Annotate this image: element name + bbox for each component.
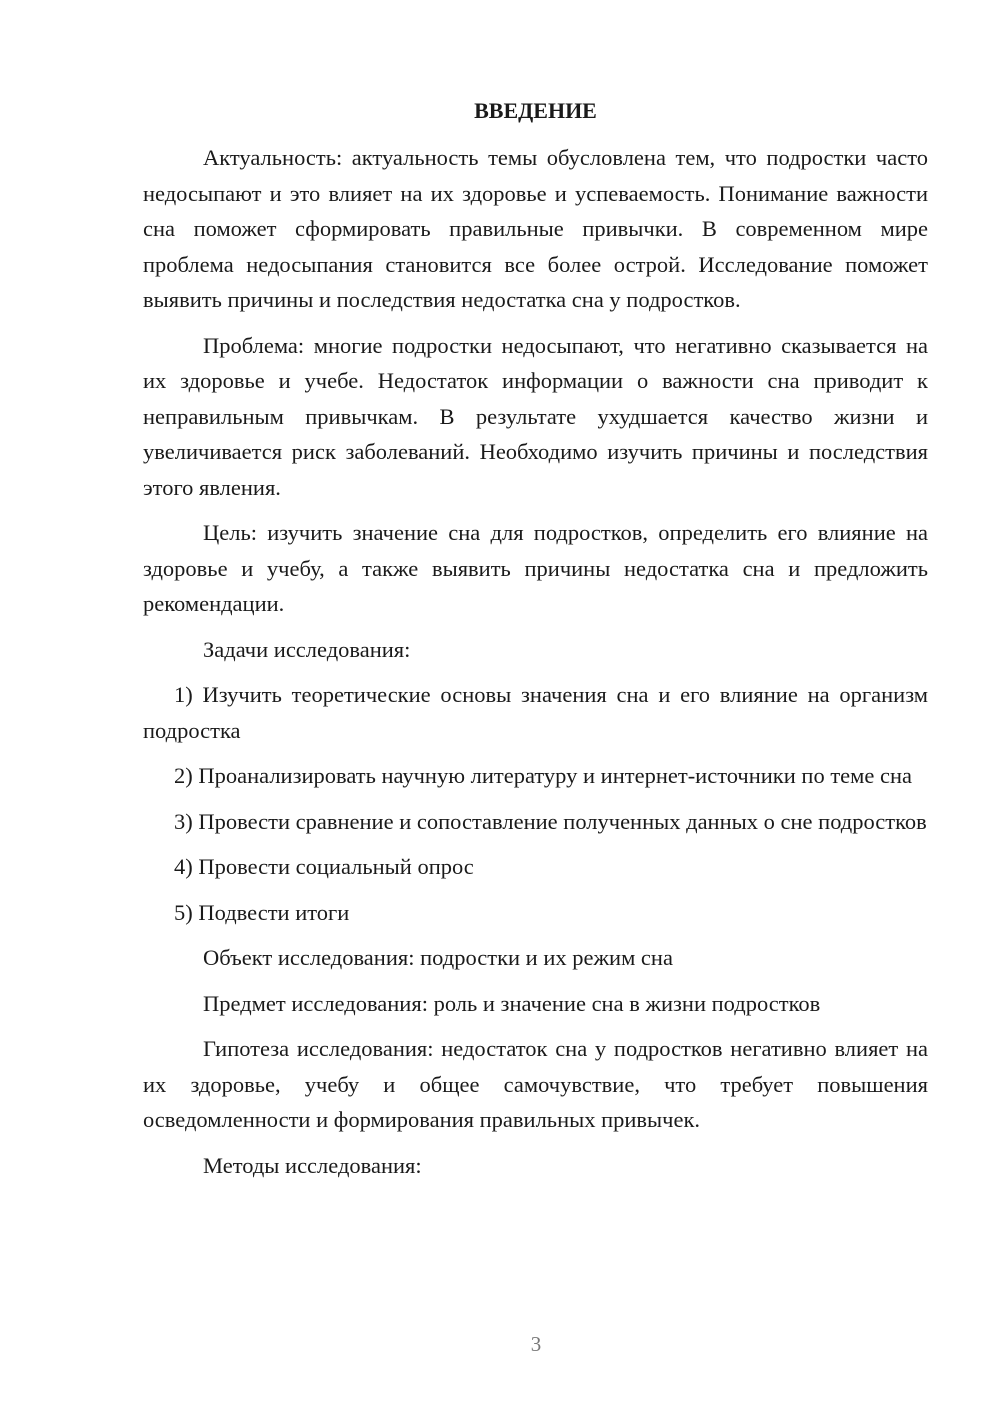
object-paragraph: Объект исследования: подростки и их режим сна [203, 945, 673, 970]
task-item-4: 4) Провести социальный опрос [174, 854, 474, 879]
hypothesis-paragraph: Гипотеза исследования: недостаток сна у подростков негативно влияет на их здоровье, учебу и общее самочувствие, что требует повышения осведомленности и формирования правильных привычек. [143, 1036, 928, 1132]
page-content [143, 94, 928, 1193]
subject-paragraph: Предмет исследования: роль и значение сна в жизни подростков [203, 990, 821, 1016]
methods-heading: Методы исследования: [203, 1152, 422, 1178]
task-item-5: 5) Подвести итоги [174, 899, 350, 925]
tasks-heading: Задачи исследования: [203, 636, 411, 662]
task-item-3: 3) Провести сравнение и сопоставление полученных данных о сне подростков [174, 808, 927, 834]
problem-paragraph: Проблема: многие подростки недосыпают, что негативно сказывается на их здоровье и учебе. Недостаток информации о важности сна приводит к неправильным привычкам. В результате ухудшается качество жизни и увеличивается риск заболеваний. Необходимо изучить причины и последствия этого явления. [143, 332, 928, 500]
goal-paragraph: Цель: изучить значение сна для подростков, определить его влияние на здоровье и учебу, а также выявить причины недостатка сна и предложить рекомендации. [143, 520, 928, 616]
page-title: ВВЕДЕНИЕ [474, 98, 597, 123]
task-item-1: 1) Изучить теоретические основы значения сна и его влияние на организм подростка [143, 682, 928, 743]
task-item-2: 2) Проанализировать научную литературу и интернет-источники по теме сна [174, 763, 913, 788]
relevance-paragraph: Актуальность: актуальность темы обусловлена тем, что подростки часто недосыпают и это влияет на их здоровье и успеваемость. Понимание важности сна поможет сформировать правильные привычки. В современном мире проблема недосыпания становится все более острой. Исследование поможет выявить причины и последствия недостатка сна у подростков. [143, 145, 928, 312]
page-number: 3 [530, 1332, 542, 1356]
